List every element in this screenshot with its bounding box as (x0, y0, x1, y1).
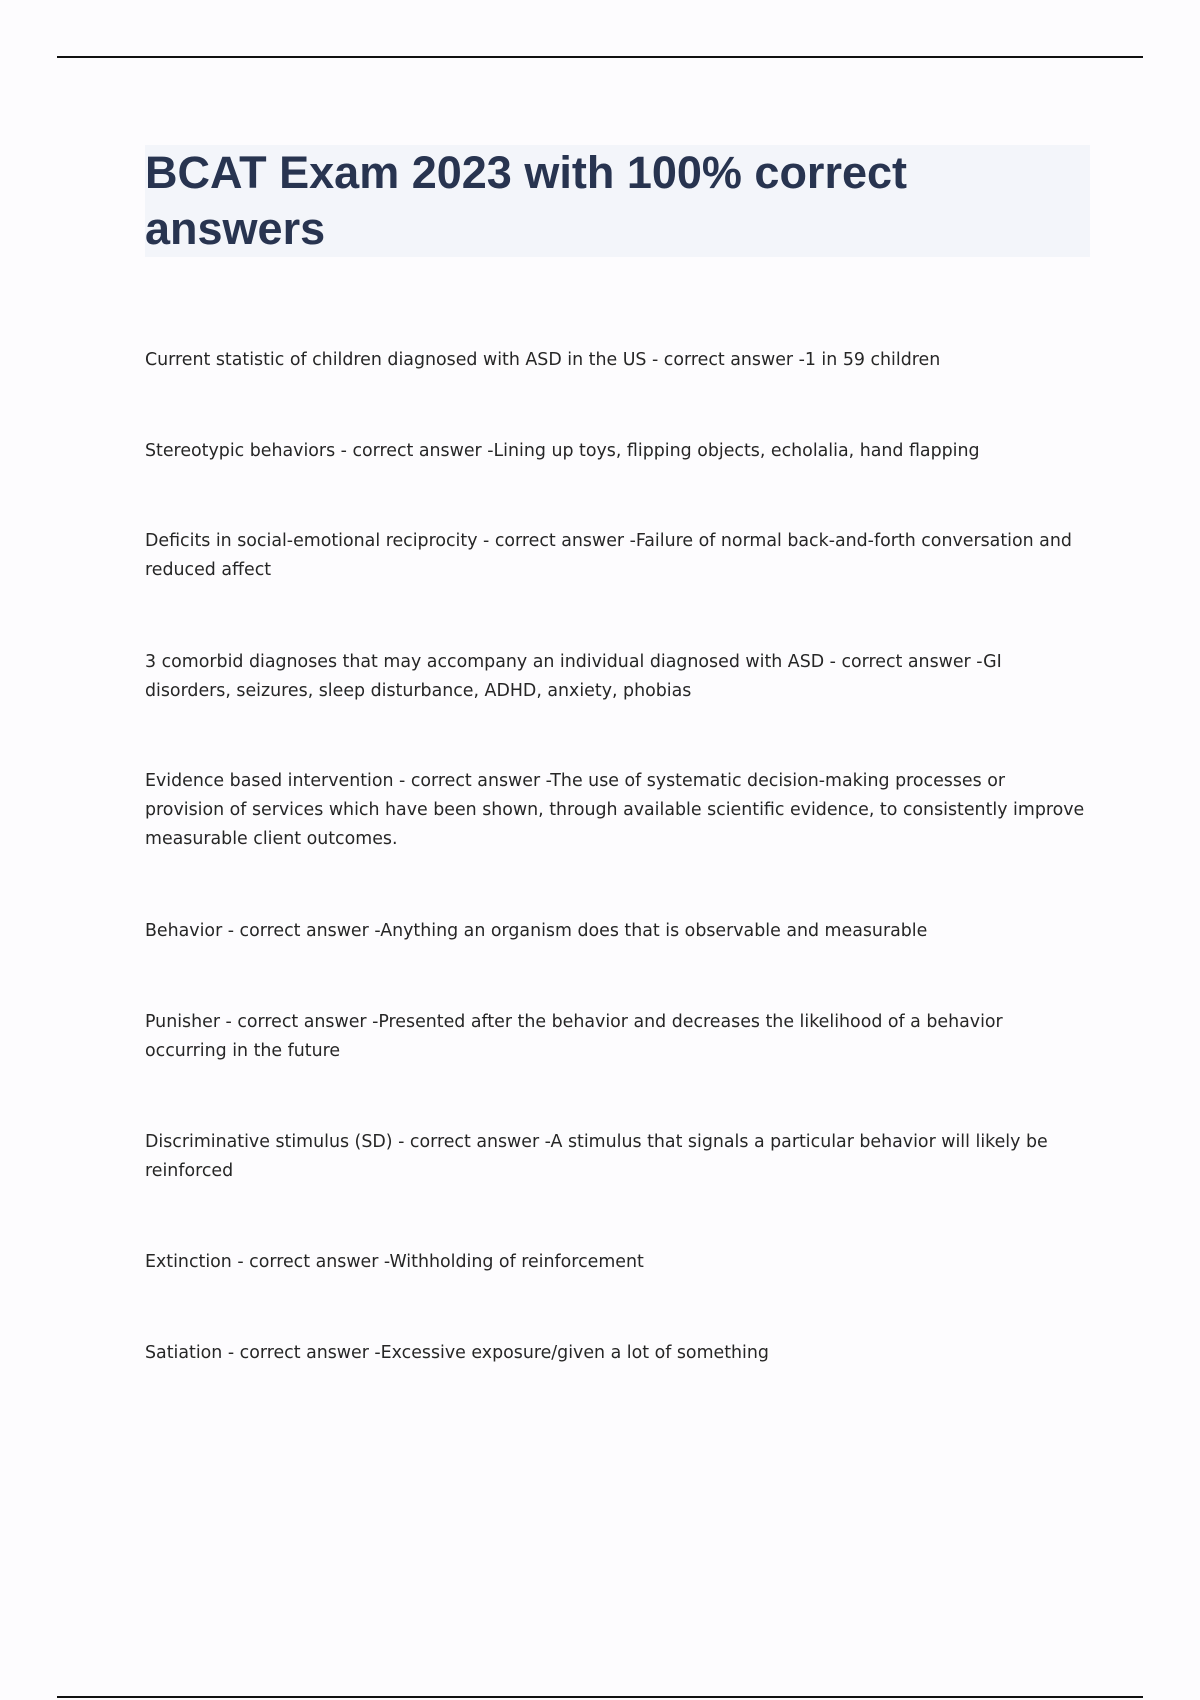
qa-item: Satiation - correct answer -Excessive exposure/given a lot of something (145, 1343, 769, 1363)
qa-item: Deficits in social-emotional reciprocity - correct answer -Failure of normal back-and-forth conversation and reduced affect (145, 531, 1072, 580)
qa-item: Discriminative stimulus (SD) - correct answer -A stimulus that signals a particular behavior will likely be reinforced (145, 1132, 1048, 1181)
qa-item: Current statistic of children diagnosed with ASD in the US - correct answer -1 in 59 children (145, 350, 941, 370)
footer-rule (57, 1696, 1143, 1698)
qa-item: Behavior - correct answer -Anything an organism does that is observable and measurable (145, 921, 928, 941)
header-rule (57, 56, 1143, 58)
page-title: BCAT Exam 2023 with 100% correct answers (145, 147, 907, 254)
qa-item: Extinction - correct answer -Withholding of reinforcement (145, 1252, 644, 1272)
title-banner (145, 145, 1090, 257)
qa-item: 3 comorbid diagnoses that may accompany an individual diagnosed with ASD - correct answer -GI disorders, seizures, sleep disturbance, ADHD, anxiety, phobias (145, 652, 1002, 701)
qa-item: Evidence based intervention - correct answer -The use of systematic decision-making processes or provision of services which have been shown, through available scientific evidence, to consistently improve measurable client outcomes. (145, 771, 1085, 849)
qa-item: Stereotypic behaviors - correct answer -Lining up toys, flipping objects, echolalia, hand flapping (145, 441, 980, 461)
qa-item: Punisher - correct answer -Presented after the behavior and decreases the likelihood of a behavior occurring in the future (145, 1012, 1003, 1061)
